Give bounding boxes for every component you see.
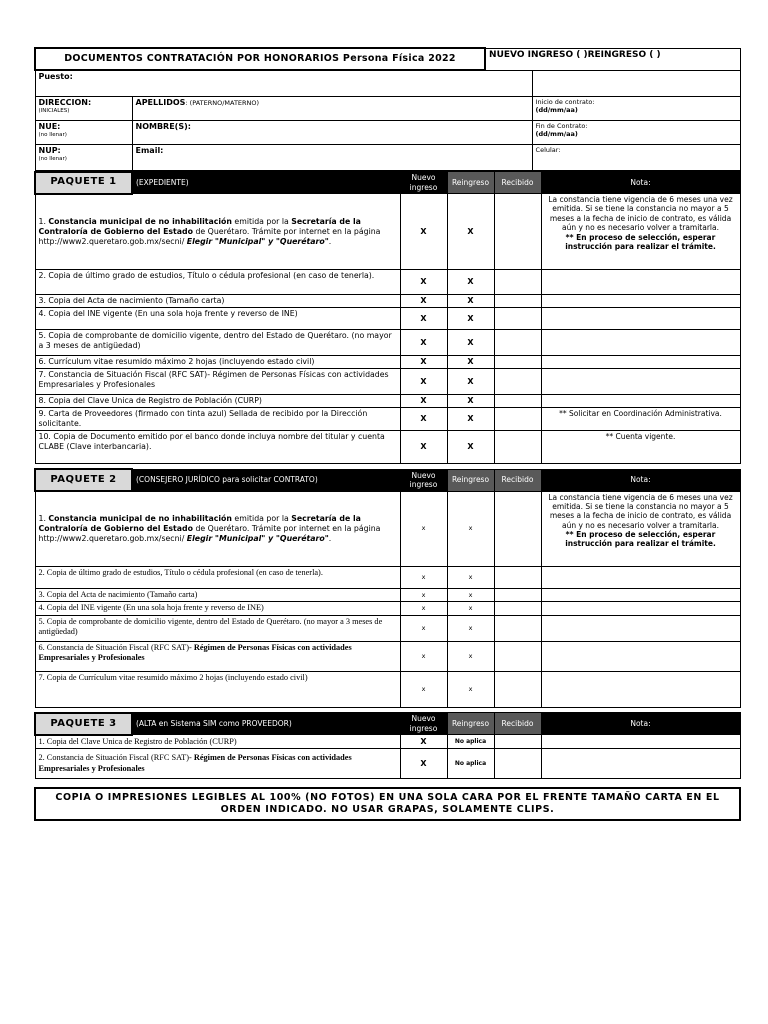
paquete3-note-2 xyxy=(541,749,740,779)
paquete2-desc: (CONSEJERO JURÍDICO para solicitar CONTRATO) xyxy=(132,469,400,491)
paquete1-recibido-check[interactable] xyxy=(494,369,541,395)
paquete1-note-7 xyxy=(541,369,740,395)
paquete1-nuevo-check[interactable]: X xyxy=(400,295,447,308)
paquete3-recibido-check[interactable] xyxy=(494,749,541,779)
inicio-contrato-field[interactable]: Inicio de contrato: (dd/mm/aa) xyxy=(532,96,740,120)
paquete2-reingreso-check[interactable]: x xyxy=(447,566,494,588)
paquete1-note-10: ** Cuenta vigente. xyxy=(541,431,740,464)
paquete2-item-6: 6. Constancia de Situación Fiscal (RFC SAT)- Régimen de Personas Físicas con actividades Empresariales y Profesionales xyxy=(35,641,400,671)
paquete1-nuevo-check[interactable]: X xyxy=(400,356,447,369)
paquete2-recibido-check[interactable] xyxy=(494,588,541,601)
footer-instructions: COPIA O IMPRESIONES LEGIBLES AL 100% (NO FOTOS) EN UNA SOLA CARA POR EL FRENTE TAMAÑO CARTA EN EL ORDEN INDICADO. NO USAR GRAPAS, SOLAMENTE CLIPS. xyxy=(35,788,740,820)
paquete1-recibido-check[interactable] xyxy=(494,356,541,369)
paquete3-reingreso-na: No aplica xyxy=(447,735,494,749)
paquete2-recibido-check[interactable] xyxy=(494,566,541,588)
fin-contrato-field[interactable]: Fin de Contrato: (dd/mm/aa) xyxy=(532,120,740,144)
paquete3-note-1 xyxy=(541,735,740,749)
paquete3-recibido-check[interactable] xyxy=(494,735,541,749)
email-field[interactable]: Email: xyxy=(132,144,532,170)
paquete1-recibido-check[interactable] xyxy=(494,295,541,308)
paquete1-reingreso-check[interactable]: X xyxy=(447,356,494,369)
paquete1-nuevo-check[interactable]: X xyxy=(400,194,447,270)
paquete3-nuevo-check[interactable]: X xyxy=(400,749,447,779)
paquete1-note-8 xyxy=(541,395,740,408)
document-sheet xyxy=(34,47,739,821)
paquete3-col-reingreso: Reingreso xyxy=(447,713,494,735)
paquete1-note-3 xyxy=(541,295,740,308)
paquete3-col-nuevo-ingreso: Nuevo ingreso xyxy=(400,713,447,735)
paquete1-recibido-check[interactable] xyxy=(494,194,541,270)
paquete1-note-6 xyxy=(541,356,740,369)
paquete3-col-recibido: Recibido xyxy=(494,713,541,735)
paquete3-item-1: 1. Copia del Clave Unica de Registro de Población (CURP) xyxy=(35,735,400,749)
paquete2-reingreso-check[interactable]: x xyxy=(447,671,494,707)
paquete3-item-2: 2. Constancia de Situación Fiscal (RFC SAT)- Régimen de Personas Físicas con actividades Empresariales y Profesionales xyxy=(35,749,400,779)
spacer xyxy=(35,779,740,789)
paquete2-col-nota: Nota: xyxy=(541,469,740,491)
paquete2-item-4: 4. Copia del INE vigente (En una sola hoja frente y reverso de INE) xyxy=(35,601,400,615)
packages-table xyxy=(34,171,741,822)
paquete1-nuevo-check[interactable]: X xyxy=(400,270,447,295)
paquete2-reingreso-check[interactable]: x xyxy=(447,641,494,671)
paquete1-col-recibido: Recibido xyxy=(494,172,541,194)
paquete1-recibido-check[interactable] xyxy=(494,308,541,330)
paquete2-nuevo-check[interactable]: x xyxy=(400,566,447,588)
paquete1-reingreso-check[interactable]: X xyxy=(447,295,494,308)
nue-field[interactable]: NUE: (no llenar) xyxy=(35,120,132,144)
paquete2-note-2 xyxy=(541,566,740,588)
paquete1-reingreso-check[interactable]: X xyxy=(447,330,494,356)
paquete1-nuevo-check[interactable]: X xyxy=(400,395,447,408)
paquete1-reingreso-check[interactable]: X xyxy=(447,395,494,408)
paquete2-col-recibido: Recibido xyxy=(494,469,541,491)
puesto-field[interactable]: Puesto: xyxy=(35,70,532,96)
paquete3-nuevo-check[interactable]: X xyxy=(400,735,447,749)
paquete1-recibido-check[interactable] xyxy=(494,431,541,464)
paquete1-item-6: 6. Currículum vitae resumido máximo 2 hojas (incluyendo estado civil) xyxy=(35,356,400,369)
paquete1-recibido-check[interactable] xyxy=(494,330,541,356)
blank-cell xyxy=(532,70,740,96)
paquete1-col-nota: Nota: xyxy=(541,172,740,194)
paquete1-item-10: 10. Copia de Documento emitido por el banco donde incluya nombre del titular y cuenta CLABE (Clave interbancaria). xyxy=(35,431,400,464)
paquete2-item-7: 7. Copia de Currículum vitae resumido máximo 2 hojas (incluyendo estado civil) xyxy=(35,671,400,707)
paquete2-nuevo-check[interactable]: x xyxy=(400,601,447,615)
paquete2-item-2: 2. Copia de último grado de estudios, Título o cédula profesional (en caso de tenerla). xyxy=(35,566,400,588)
paquete2-note-6 xyxy=(541,641,740,671)
paquete1-item-3: 3. Copia del Acta de nacimiento (Tamaño carta) xyxy=(35,295,400,308)
paquete2-recibido-check[interactable] xyxy=(494,615,541,641)
paquete3-reingreso-na: No aplica xyxy=(447,749,494,779)
paquete1-item-5: 5. Copia de comprobante de domicilio vigente, dentro del Estado de Querétaro. (no mayor a 3 meses de antigüedad) xyxy=(35,330,400,356)
paquete2-item-3: 3. Copia del Acta de nacimiento (Tamaño carta) xyxy=(35,588,400,601)
paquete3-title: PAQUETE 3 xyxy=(35,713,132,735)
paquete2-nuevo-check[interactable]: x xyxy=(400,671,447,707)
paquete1-note-2 xyxy=(541,270,740,295)
nombre-field[interactable]: NOMBRE(S): xyxy=(132,120,532,144)
paquete3-desc: (ALTA en Sistema SIM como PROVEEDOR) xyxy=(132,713,400,735)
paquete2-item-1: 1. Constancia municipal de no inhabilitación emitida por la Secretaría de la Contraloría de Gobierno del Estado de Querétaro. Trámite por internet en la página http://www2.queretaro.gob.mx/secni/ Elegir "Municipal" y "Querétaro". xyxy=(35,491,400,566)
nup-field[interactable]: NUP: (no llenar) xyxy=(35,144,132,170)
paquete2-recibido-check[interactable] xyxy=(494,491,541,566)
paquete1-note-4 xyxy=(541,308,740,330)
paquete1-item-1: 1. Constancia municipal de no inhabilitación emitida por la Secretaría de la Contraloría de Gobierno del Estado de Querétaro. Trámite por internet en la página http://www2.queretaro.gob.mx/secni/ Elegir "Municipal" y "Querétaro". xyxy=(35,194,400,270)
paquete2-reingreso-check[interactable]: x xyxy=(447,601,494,615)
paquete1-reingreso-check[interactable]: X xyxy=(447,408,494,431)
paquete2-note-4 xyxy=(541,601,740,615)
paquete2-note-7 xyxy=(541,671,740,707)
paquete1-reingreso-check[interactable]: X xyxy=(447,270,494,295)
paquete1-nuevo-check[interactable]: X xyxy=(400,408,447,431)
paquete2-nuevo-check[interactable]: x xyxy=(400,615,447,641)
paquete1-recibido-check[interactable] xyxy=(494,408,541,431)
paquete1-reingreso-check[interactable]: X xyxy=(447,194,494,270)
paquete1-col-reingreso: Reingreso xyxy=(447,172,494,194)
paquete1-nuevo-check[interactable]: X xyxy=(400,369,447,395)
paquete1-title: PAQUETE 1 xyxy=(35,172,132,194)
paquete1-note-9: ** Solicitar en Coordinación Administrativa. xyxy=(541,408,740,431)
paquete1-note-1: La constancia tiene vigencia de 6 meses una vez emitida. Si se tiene la constancia no mayor a 5 meses a la fecha de inicio de contrato, es válida aún y no es necesario volver a tramitarla. ** En proceso de selección, esperar instrucción para realizar el trámite. xyxy=(541,194,740,270)
paquete1-nuevo-check[interactable]: X xyxy=(400,431,447,464)
paquete2-reingreso-check[interactable]: x xyxy=(447,588,494,601)
paquete1-item-4: 4. Copia del INE vigente (En una sola hoja frente y reverso de INE) xyxy=(35,308,400,330)
ingreso-type-selector[interactable]: NUEVO INGRESO ( )REINGRESO ( ) xyxy=(485,48,740,70)
paquete2-recibido-check[interactable] xyxy=(494,671,541,707)
paquete2-recibido-check[interactable] xyxy=(494,641,541,671)
paquete2-nuevo-check[interactable]: x xyxy=(400,641,447,671)
paquete1-item-7: 7. Constancia de Situación Fiscal (RFC SAT)- Régimen de Personas Físicas con actividades Empresariales y Profesionales xyxy=(35,369,400,395)
paquete1-reingreso-check[interactable]: X xyxy=(447,369,494,395)
direccion-field[interactable]: DIRECCION: (INICIALES) xyxy=(35,96,132,120)
paquete2-reingreso-check[interactable]: x xyxy=(447,615,494,641)
paquete1-item-2: 2. Copia de último grado de estudios, Título o cédula profesional (en caso de tenerla). xyxy=(35,270,400,295)
apellidos-field[interactable]: APELLIDOS: (PATERNO/MATERNO) xyxy=(132,96,532,120)
paquete2-note-1: La constancia tiene vigencia de 6 meses una vez emitida. Si se tiene la constancia no mayor a 5 meses a la fecha de inicio de contrato, es válida aún y no es necesario volver a tramitarla. ** En proceso de selección, esperar instrucción para realizar el trámite. xyxy=(541,491,740,566)
paquete2-col-reingreso: Reingreso xyxy=(447,469,494,491)
paquete2-nuevo-check[interactable]: x xyxy=(400,588,447,601)
paquete1-desc: (EXPEDIENTE) xyxy=(132,172,400,194)
paquete1-nuevo-check[interactable]: X xyxy=(400,308,447,330)
paquete2-item-5: 5. Copia de comprobante de domicilio vigente, dentro del Estado de Querétaro. (no mayor a 3 meses de antigüedad) xyxy=(35,615,400,641)
paquete2-reingreso-check[interactable]: x xyxy=(447,491,494,566)
paquete2-title: PAQUETE 2 xyxy=(35,469,132,491)
paquete2-note-3 xyxy=(541,588,740,601)
paquete1-col-nuevo-ingreso: Nuevo ingreso xyxy=(400,172,447,194)
paquete2-recibido-check[interactable] xyxy=(494,601,541,615)
form-table xyxy=(34,47,741,171)
paquete3-col-nota: Nota: xyxy=(541,713,740,735)
paquete1-reingreso-check[interactable]: X xyxy=(447,308,494,330)
document-title: DOCUMENTOS CONTRATACIÓN POR HONORARIOS Persona Física 2022 xyxy=(35,48,485,70)
paquete1-item-8: 8. Copia del Clave Unica de Registro de Población (CURP) xyxy=(35,395,400,408)
paquete1-note-5 xyxy=(541,330,740,356)
paquete2-nuevo-check[interactable]: x xyxy=(400,491,447,566)
paquete1-recibido-check[interactable] xyxy=(494,395,541,408)
paquete2-note-5 xyxy=(541,615,740,641)
celular-field[interactable]: Celular: xyxy=(532,144,740,170)
paquete2-col-nuevo-ingreso: Nuevo ingreso xyxy=(400,469,447,491)
paquete1-recibido-check[interactable] xyxy=(494,270,541,295)
paquete1-reingreso-check[interactable]: X xyxy=(447,431,494,464)
paquete1-item-9: 9. Carta de Proveedores (firmado con tinta azul) Sellada de recibido por la Dirección solicitante. xyxy=(35,408,400,431)
paquete1-nuevo-check[interactable]: X xyxy=(400,330,447,356)
